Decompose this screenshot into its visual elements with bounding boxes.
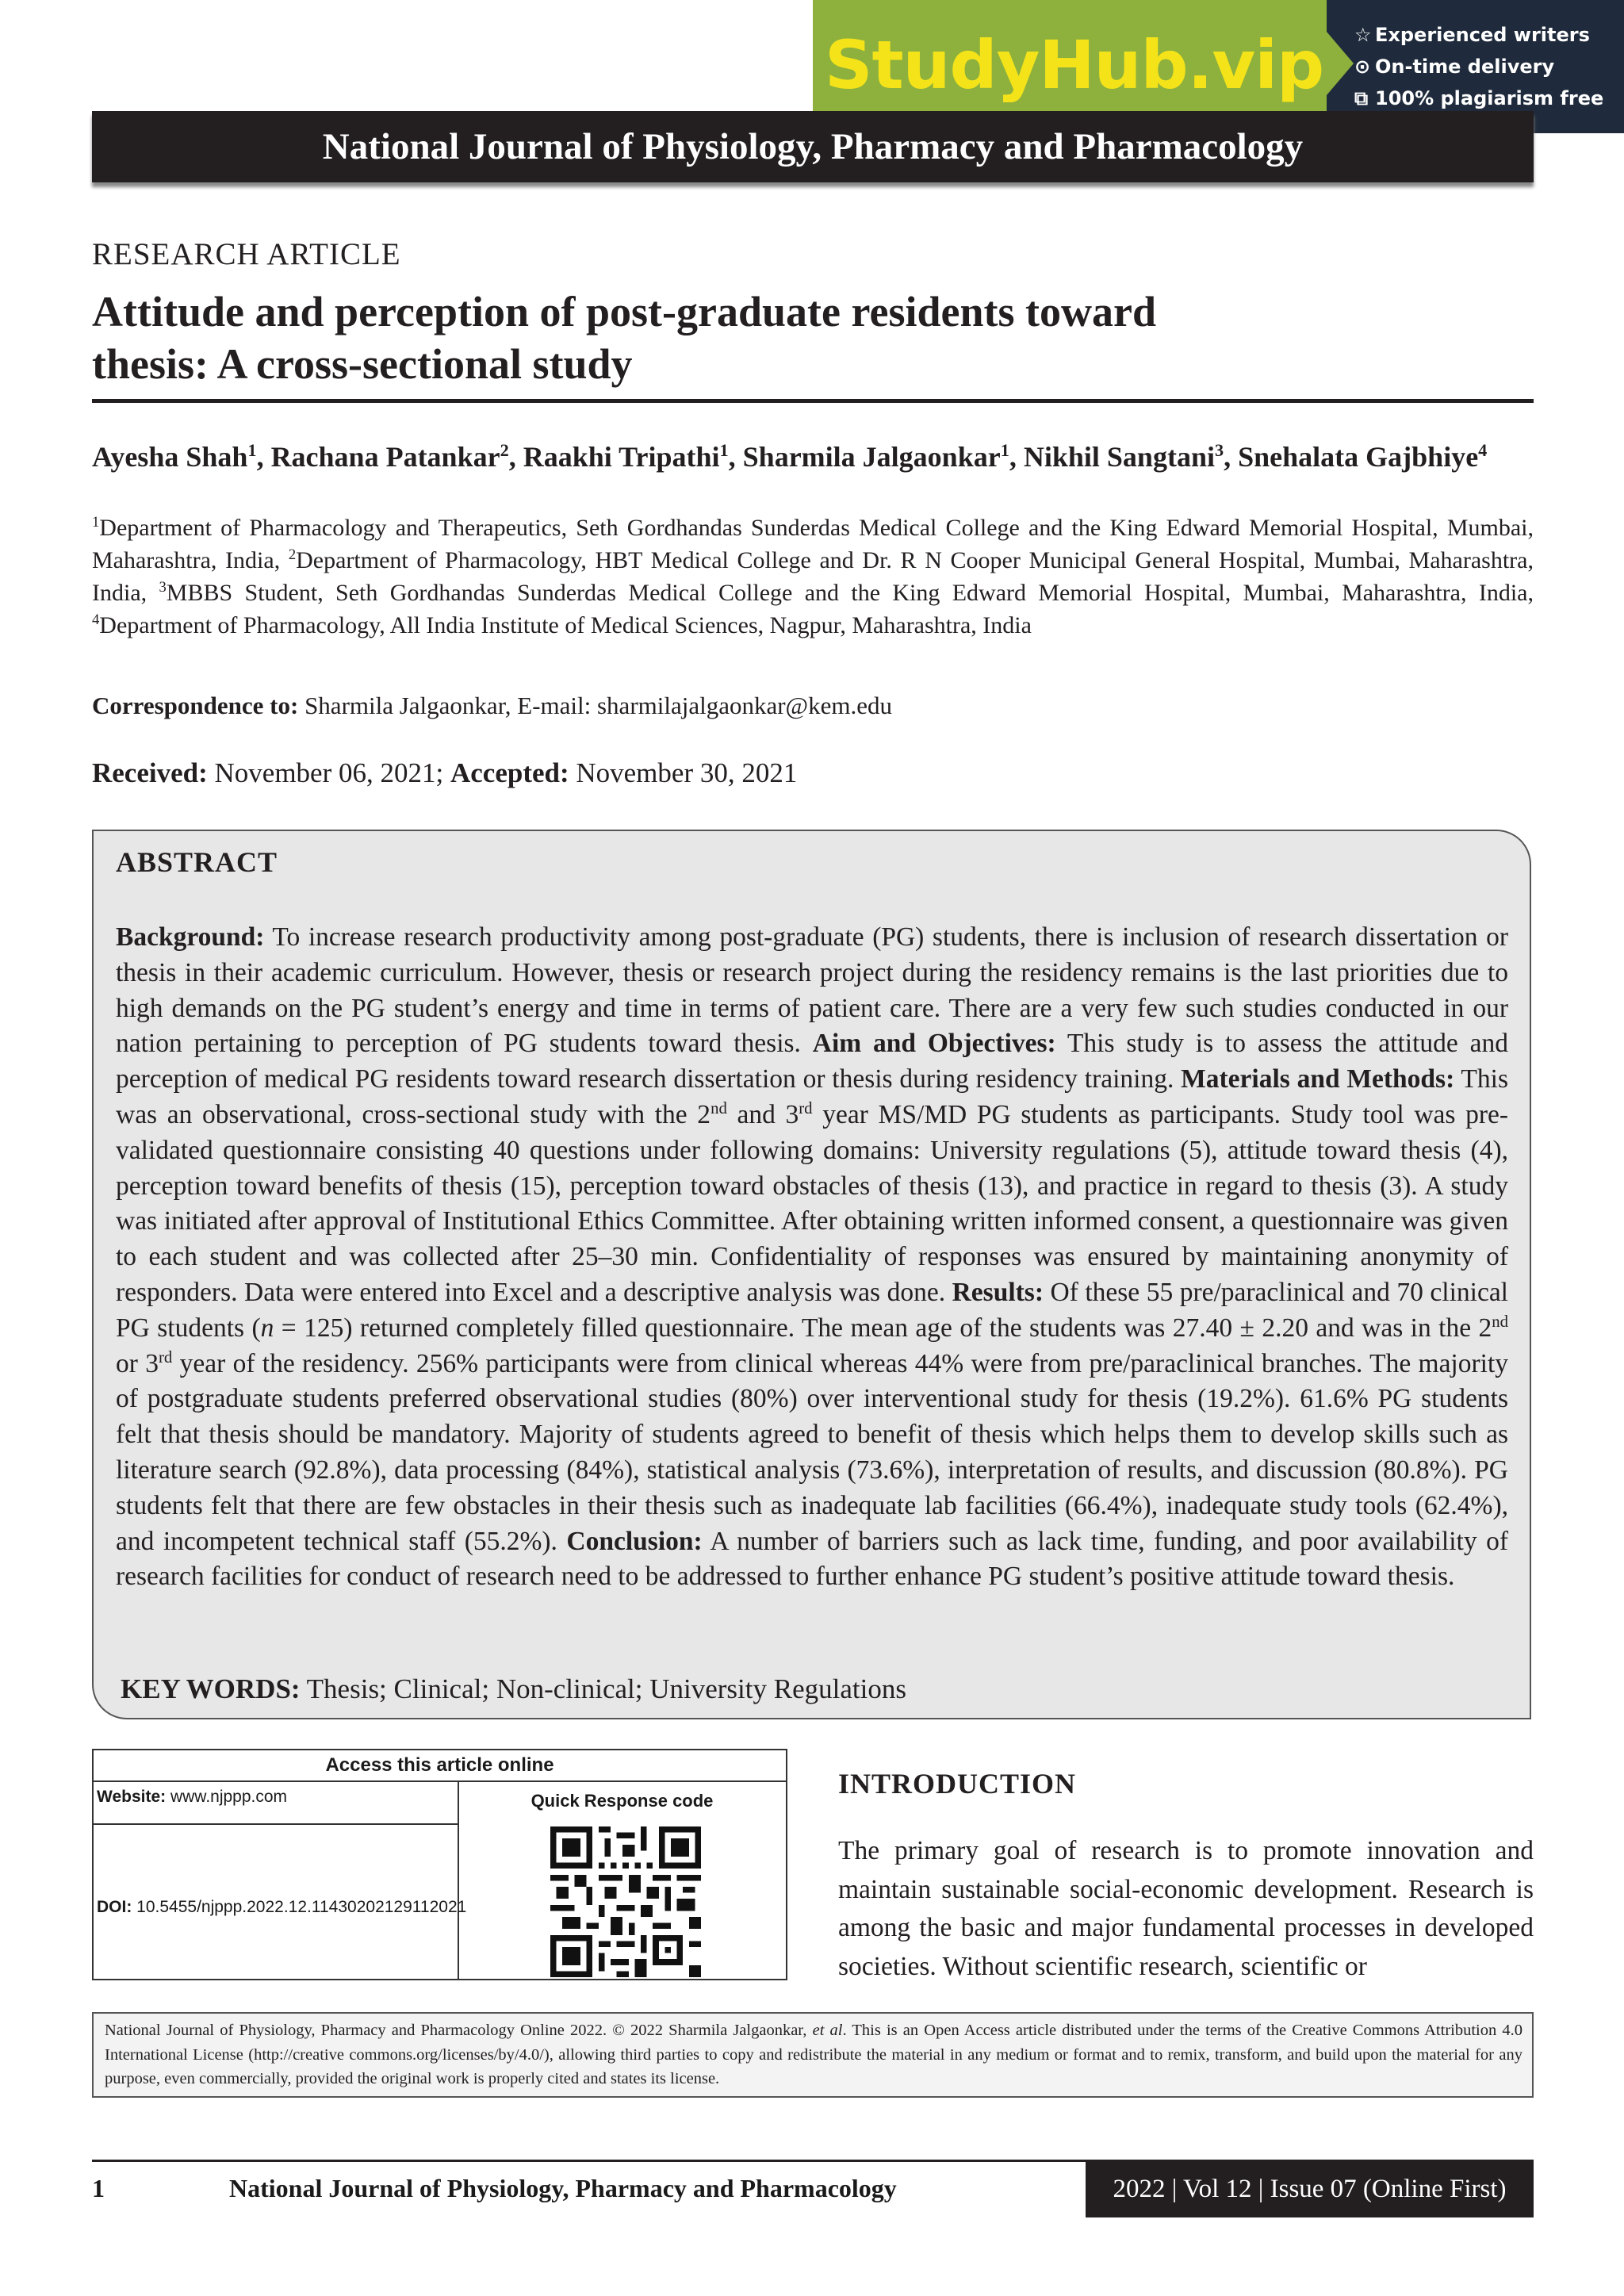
promo-feature-text: Experienced writers <box>1375 24 1590 46</box>
access-title: Access this article online <box>325 1754 554 1776</box>
author: Nikhil Sangtani$^3$, <box>1023 440 1239 473</box>
promo-feature-text: 100% plagiarism free <box>1375 87 1604 109</box>
article-title-line-1: Attitude and perception of post-graduate residents toward <box>92 288 1156 335</box>
table-divider <box>92 1823 459 1825</box>
author-list <box>92 440 1534 473</box>
author: Rachana Patankar$^2$, <box>270 440 523 473</box>
website-link[interactable]: Website: www.njppp.com <box>97 1788 288 1806</box>
abstract-heading: ABSTRACT <box>116 846 278 878</box>
article-title-line-2: thesis: A cross-sectional study <box>92 340 633 388</box>
author: Snehalata Gajbhiye$^4$ <box>1238 440 1488 473</box>
clock-icon: ⊙ <box>1354 56 1371 78</box>
license-text: National Journal of Physiology, Pharmacy and Pharmacology Online 2022. © 2022 Sharmila Jalgaonkar, et al. This is an Open Access article distributed under the terms of the Creative Commons Attribution 4.0 International License (http://creative commons.org/licenses/by/4.0/), allowing third parties to copy and redistribute the material in any medium or format and to remix, transform, and build upon the material for any purpose, even commercially, provided the original work is properly cited and states its license. <box>105 2022 1522 2087</box>
footer-journal-title: National Journal of Physiology, Pharmacy and Pharmacology <box>229 2174 897 2202</box>
qr-code-icon[interactable] <box>550 1826 701 1977</box>
keywords: KEY WORDS: Thesis; Clinical; Non-clinical; University Regulations <box>121 1673 906 1704</box>
author: Ayesha Shah$^1$, <box>92 440 271 473</box>
qr-label: Quick Response code <box>530 1791 714 1811</box>
promo-feature-delivery <box>1354 51 1616 82</box>
promo-logo[interactable]: StudyHub.vip <box>825 26 1324 104</box>
article-type: RESEARCH ARTICLE <box>92 237 401 271</box>
title-divider <box>92 399 1534 403</box>
promo-feature-plagiarism <box>1354 82 1616 114</box>
correspondence: Correspondence to: Sharmila Jalgaonkar, E-mail: sharmilajalgaonkar@kem.edu <box>92 692 892 719</box>
table-divider <box>92 1780 787 1782</box>
introduction-text: The primary goal of research is to promote innovation and maintain sustainable social-economic development. Research is among the basic and major fundamental processes in developed societies. Without scientific research, scientific or <box>838 1836 1534 1981</box>
author: Sharmila Jalgaonkar$^1$, <box>742 440 1024 473</box>
abstract-body: Background: To increase research productivity among post-graduate (PG) students, there is inclusion of research dissertation or thesis in their academic curriculum. However, thesis or research project during the residency remains is the last priorities due to high demands on the PG student’s energy and time in terms of patient care. There are a very few such studies conducted in our nation pertaining to perception of PG students toward thesis. Aim and Objectives: This study is to assess the attitude and perception of medical PG residents toward research dissertation or thesis during residency training. Materials and Methods: This was an observational, cross-sectional study with the 2nd and 3rd year MS/MD PG students as participants. Study tool was pre-validated questionnaire consisting 40 questions under following domains: University regulations (5), attitude toward thesis (4), perception toward benefits of thesis (15), perception toward obstacles of thesis (13), and practice in regard to thesis (3). A study was initiated after approval of Institutional Ethics Committee. After obtaining written informed consent, a questionnaire was given to each student and was collected after 25–30 min. Confidentiality of responses was ensured by maintaining anonymity of responders. Data were entered into Excel and a descriptive analysis was done. Results: Of these 55 pre/paraclinical and 70 clinical PG students (n = 125) returned completely filled questionnaire. The mean age of the students was 27.40 ± 2.20 and was in the 2nd or 3rd year of the residency. 256% participants were from clinical whereas 44% were from pre/paraclinical branches. The majority of postgraduate students preferred observational studies (80%) over interventional study for thesis (19.2%). 61.6% PG students felt that thesis should be mandatory. Majority of students agreed to benefit of thesis which helps them to develop skills such as literature search (92.8%), data processing (84%), statistical analysis (73.6%), interpretation of results, and discussion (80.8%). PG students felt that there are few obstacles in their thesis such as inadequate lab facilities (66.4%), inadequate study tools (62.4%), and incompetent technical staff (55.2%). Conclusion: A number of barriers such as lack time, funding, and poor availability of research facilities for conduct of research need to be addressed to further enhance PG student’s positive attitude toward thesis. <box>116 922 1509 1592</box>
introduction-heading: INTRODUCTION <box>838 1768 1077 1800</box>
promo-feature-text: On-time delivery <box>1375 56 1555 78</box>
footer-issue-text: 2022 | Vol 12 | Issue 07 (Online First) <box>1113 2175 1507 2203</box>
page-number: 1 <box>92 2174 105 2202</box>
copy-icon: ⧉ <box>1354 87 1369 109</box>
author: Raakhi Tripathi$^1$, <box>523 440 743 473</box>
doi-value[interactable]: 10.5455/njppp.2022.12.11430202129112021 <box>132 1898 467 1916</box>
article-title <box>92 286 1361 390</box>
doi-link[interactable]: DOI: 10.5455/njppp.2022.12.11430202129112021 <box>97 1898 467 1916</box>
star-icon: ☆ <box>1354 24 1372 46</box>
journal-title: National Journal of Physiology, Pharmacy and Pharmacology <box>322 126 1304 167</box>
promo-arrow-shape <box>1327 32 1354 95</box>
article-dates: Received: November 06, 2021; Accepted: November 30, 2021 <box>92 757 798 788</box>
promo-feature-writers <box>1354 19 1616 51</box>
affiliations: $^1$Department of Pharmacology and Therapeutics, Seth Gordhandas Sunderdas Medical College and the King Edward Memorial Hospital, Mumbai, Maharashtra, India, $^2$Department of Pharmacology, HBT Medical College and Dr. R N Cooper Municipal General Hospital, Mumbai, Maharashtra, India, $^3$MBBS Student, Seth Gordhandas Sunderdas Medical College and the King Edward Memorial Hospital, Mumbai, Maharashtra, India, $^4$Department of Pharmacology, All India Institute of Medical Sciences, Nagpur, Maharashtra, India <box>92 514 1534 638</box>
website-url[interactable]: www.njppp.com <box>166 1788 288 1806</box>
